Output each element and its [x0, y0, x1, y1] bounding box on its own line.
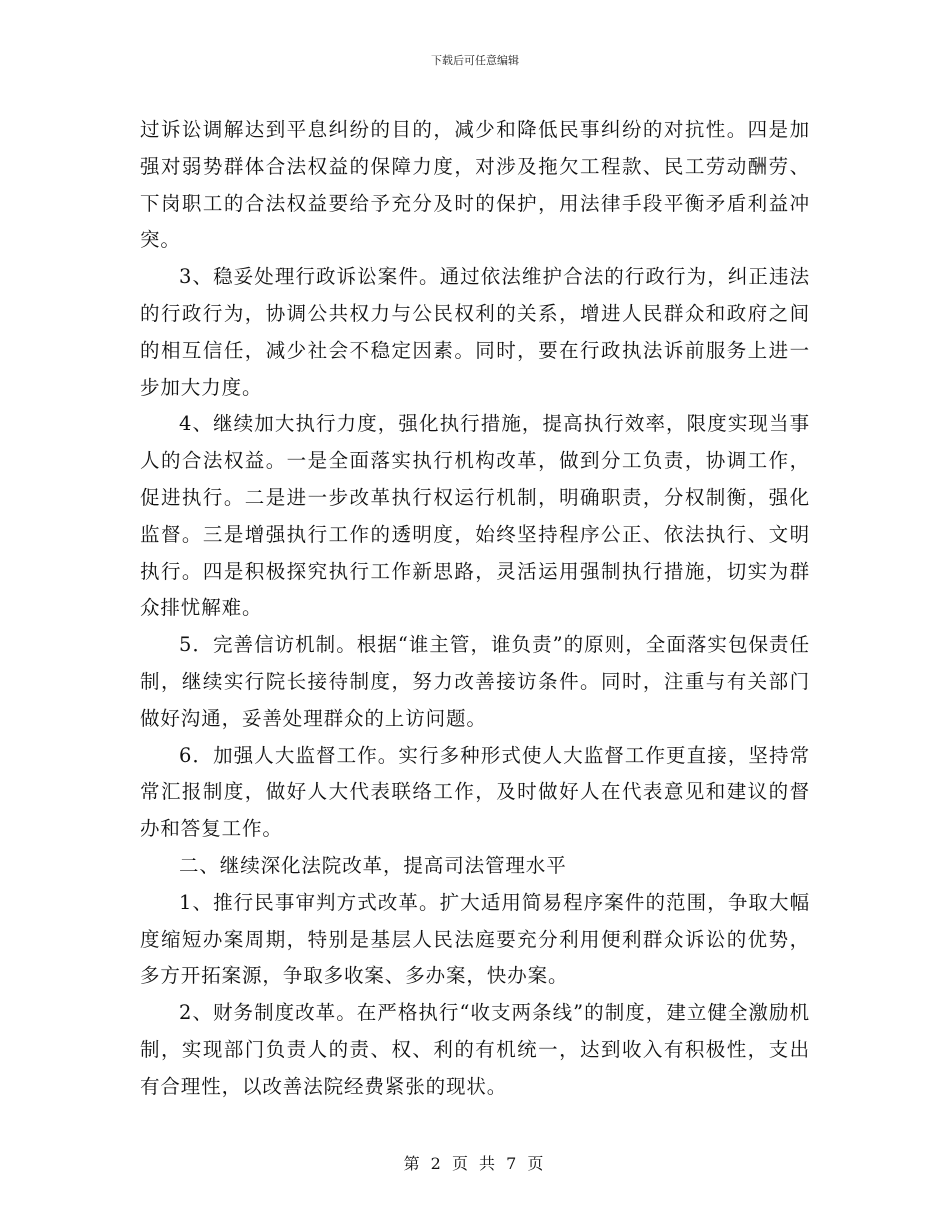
paragraph-item-4-enforcement: 4、继续加大执行力度，强化执行措施，提高执行效率，限度实现当事人的合法权益。一是全面落实执行机构改革，做到分工负责，协调工作，促进执行。二是进一步改革执行权运行机制，明确职责，分权制衡，强化监督。三是增强执行工作的透明度，始终坚持程序公正、依法执行、文明执行。四是积极探究执行工作新思路，灵活运用强制执行措施，切实为群众排忧解难。: [140, 412, 810, 620]
paragraph-item-1-civil-trial-reform: 1、推行民事审判方式改革。扩大适用简易程序案件的范围，争取大幅度缩短办案周期，特别是基层人民法庭要充分利用便利群众诉讼的优势，多方开拓案源，争取多收案、多办案，快办案。: [140, 890, 810, 988]
document-body: [140, 112, 810, 1106]
page-number-footer: 第 2 页 共 7 页: [403, 1154, 547, 1173]
section-heading-court-reform: 二、继续深化法院改革，提高司法管理水平: [179, 853, 567, 877]
paragraph-item-6-npc-supervision: 6．加强人大监督工作。实行多种形式使人大监督工作更直接，坚持常常汇报制度，做好人大代表联络工作，及时做好人在代表意见和建议的督办和答复工作。: [140, 743, 810, 841]
paragraph-item-2-finance-reform: 2、财务制度改革。在严格执行“收支两条线”的制度，建立健全激励机制，实现部门负责人的责、权、利的有机统一，达到收入有积极性，支出有合理性，以改善法院经费紧张的现状。: [140, 1001, 810, 1098]
paragraph-continuation: 过诉讼调解达到平息纠纷的目的，减少和降低民事纠纷的对抗性。四是加强对弱势群体合法权益的保障力度，对涉及拖欠工程款、民工劳动酬劳、下岗职工的合法权益要给予充分及时的保护，用法律手段平衡矛盾利益冲突。: [140, 118, 810, 252]
paragraph-item-5-petition-mechanism: 5．完善信访机制。根据“谁主管，谁负责”的原则，全面落实包保责任制，继续实行院长接待制度，努力改善接访条件。同时，注重与有关部门做好沟通，妥善处理群众的上访问题。: [140, 633, 810, 730]
page-header: 下载后可任意编辑: [431, 54, 519, 67]
paragraph-item-3-administrative-cases: 3、稳妥处理行政诉讼案件。通过依法维护合法的行政行为，纠正违法的行政行为，协调公共权力与公民权利的关系，增进人民群众和政府之间的相互信任，减少社会不稳定因素。同时，要在行政执法诉前服务上进一步加大力度。: [140, 265, 810, 399]
